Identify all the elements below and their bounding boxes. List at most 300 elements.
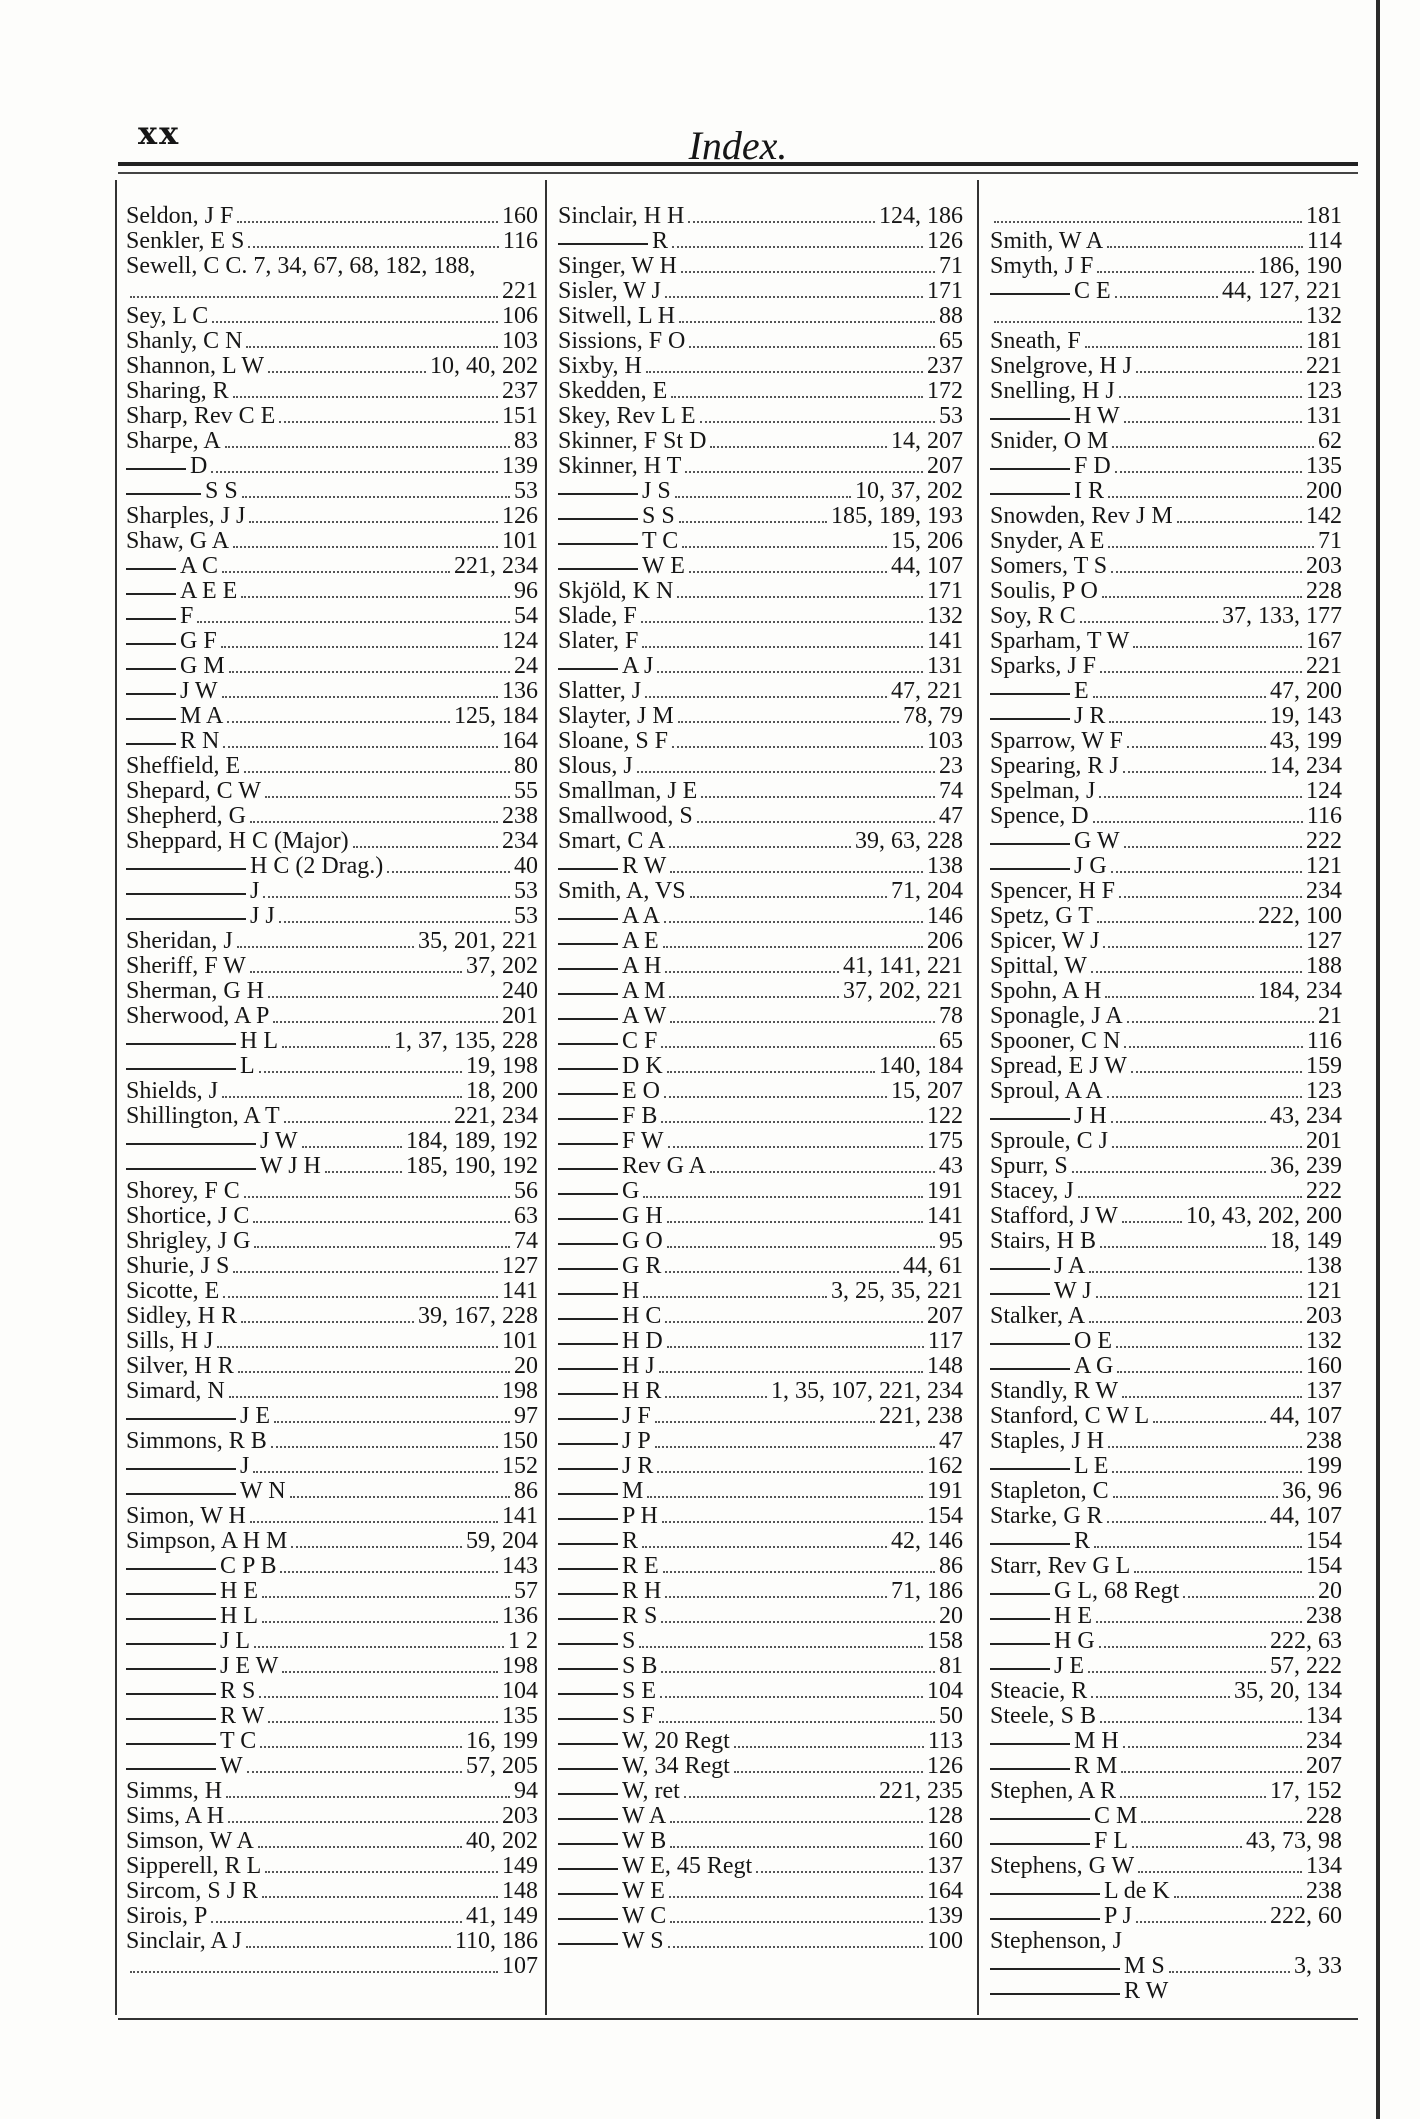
entry-pages: 123 — [1306, 379, 1342, 404]
leader-dots — [1091, 971, 1302, 973]
ditto-dash — [126, 1618, 216, 1620]
index-entry — [990, 1354, 1342, 1379]
leader-dots — [1097, 271, 1254, 273]
entry-name: G R — [622, 1254, 662, 1279]
entry-pages: 126 — [927, 1754, 963, 1779]
ditto-dash — [126, 893, 246, 895]
entry-name: Stalker, A — [990, 1304, 1086, 1329]
leader-dots — [265, 1871, 498, 1873]
ditto-dash — [126, 668, 176, 670]
leader-dots — [690, 896, 887, 898]
entry-pages: 56 — [514, 1179, 538, 1204]
column-divider-1 — [545, 180, 547, 2015]
entry-name: Slatter, J — [558, 679, 642, 704]
ditto-dash — [558, 1293, 618, 1295]
leader-dots — [280, 1571, 498, 1573]
leader-dots — [226, 1796, 510, 1798]
ditto-dash — [558, 568, 638, 570]
entry-name: Spicer, W J — [990, 929, 1100, 954]
entry-name: G M — [180, 654, 225, 679]
entry-pages: 135 — [502, 1704, 538, 1729]
entry-name: C M — [1094, 1804, 1138, 1829]
entry-name: Snelling, H J — [990, 379, 1115, 404]
entry-pages: 86 — [514, 1479, 538, 1504]
leader-dots — [212, 321, 498, 323]
leader-dots — [756, 1871, 923, 1873]
entry-pages: 138 — [1306, 1254, 1342, 1279]
leader-dots — [734, 1746, 924, 1748]
index-entry — [558, 479, 963, 504]
index-entry — [990, 479, 1342, 504]
entry-pages: 136 — [502, 1604, 538, 1629]
entry-name: R W — [622, 854, 667, 879]
entry-name: Soulis, P O — [990, 579, 1098, 604]
index-entry — [990, 429, 1342, 454]
index-entry — [558, 1454, 963, 1479]
leader-dots — [233, 1271, 498, 1273]
index-entry — [558, 1554, 963, 1579]
entry-pages: 37, 202, 221 — [843, 979, 963, 1004]
leader-dots — [659, 1371, 923, 1373]
entry-pages: 65 — [939, 329, 963, 354]
entry-name: A E E — [180, 579, 238, 604]
entry-name: G L, 68 Regt — [1054, 1579, 1180, 1604]
ditto-dash — [126, 468, 186, 470]
index-entry — [558, 329, 963, 354]
leader-dots — [254, 1646, 504, 1648]
index-entry — [126, 1204, 538, 1229]
entry-pages: 238 — [1306, 1429, 1342, 1454]
entry-pages: 57, 205 — [466, 1754, 538, 1779]
leader-dots — [253, 1221, 510, 1223]
leader-dots — [679, 321, 935, 323]
entry-name: W, ret — [622, 1779, 680, 1804]
index-entry — [126, 1004, 538, 1029]
index-entry — [126, 504, 538, 529]
index-entry — [558, 1104, 963, 1129]
entry-pages: 222 — [1306, 829, 1342, 854]
index-entry — [990, 704, 1342, 729]
index-entry — [126, 729, 538, 754]
entry-pages: 23 — [939, 754, 963, 779]
leader-dots — [1100, 1721, 1302, 1723]
index-entry — [126, 479, 538, 504]
leader-dots — [1138, 1871, 1302, 1873]
entry-name: Sherwood, A P — [126, 1004, 270, 1029]
entry-pages: 222, 63 — [1270, 1629, 1342, 1654]
leader-dots — [247, 1771, 462, 1773]
leader-dots — [662, 1521, 923, 1523]
entry-name: Snider, O M — [990, 429, 1109, 454]
entry-name: Simpson, A H M — [126, 1529, 288, 1554]
ditto-dash — [990, 468, 1070, 470]
leader-dots — [1094, 1546, 1302, 1548]
entry-name: R S — [622, 1604, 658, 1629]
entry-pages: 54 — [514, 604, 538, 629]
entry-name: J A — [1054, 1254, 1086, 1279]
entry-pages: 106 — [502, 304, 538, 329]
leader-dots — [260, 1746, 462, 1748]
ditto-dash — [558, 1518, 618, 1520]
entry-name: Shanly, C N — [126, 329, 243, 354]
index-entry — [558, 1529, 963, 1554]
leader-dots — [1107, 1096, 1302, 1098]
leader-dots — [279, 921, 510, 923]
entry-name: M — [622, 1479, 644, 1504]
entry-name: Sparrow, W F — [990, 729, 1123, 754]
leader-dots — [669, 846, 851, 848]
leader-dots — [670, 1821, 923, 1823]
entry-name: Stafford, J W — [990, 1204, 1118, 1229]
entry-pages: 41, 149 — [466, 1904, 538, 1929]
ditto-dash — [558, 1893, 618, 1895]
index-entry — [558, 1904, 963, 1929]
leader-dots — [211, 471, 498, 473]
entry-pages: 59, 204 — [466, 1529, 538, 1554]
entry-pages: 71 — [939, 254, 963, 279]
index-entry — [990, 1304, 1342, 1329]
index-entry — [558, 229, 963, 254]
leader-dots — [734, 1771, 923, 1773]
entry-name: Soy, R C — [990, 604, 1076, 629]
entry-pages: 36, 239 — [1270, 1154, 1342, 1179]
entry-name: Smallwood, S — [558, 804, 693, 829]
entry-pages: 19, 143 — [1270, 704, 1342, 729]
ditto-dash — [126, 1568, 216, 1570]
index-entry — [558, 1179, 963, 1204]
footer-rule — [118, 2018, 1358, 2020]
entry-pages: 122 — [927, 1104, 963, 1129]
leader-dots — [661, 1621, 935, 1623]
index-entry — [990, 1679, 1342, 1704]
entry-pages: 203 — [1306, 554, 1342, 579]
entry-pages: 238 — [1306, 1879, 1342, 1904]
index-entry — [126, 704, 538, 729]
left-border — [115, 180, 117, 2015]
leader-dots — [677, 596, 923, 598]
leader-dots — [1113, 1496, 1278, 1498]
entry-name: Sherman, G H — [126, 979, 264, 1004]
leader-dots — [679, 521, 827, 523]
leader-dots — [642, 1546, 887, 1548]
ditto-dash — [990, 1743, 1070, 1745]
entry-pages: 184, 234 — [1258, 979, 1342, 1004]
ditto-dash — [558, 543, 638, 545]
entry-pages: 44, 107 — [1270, 1504, 1342, 1529]
entry-pages: 116 — [1306, 1029, 1342, 1054]
entry-name: S S — [205, 479, 238, 504]
entry-pages: 140, 184 — [879, 1054, 963, 1079]
leader-dots — [222, 1096, 462, 1098]
entry-pages: 134 — [1306, 1704, 1342, 1729]
index-entry — [126, 1129, 538, 1154]
leader-dots — [250, 971, 462, 973]
entry-pages: 113 — [927, 1729, 963, 1754]
leader-dots — [667, 1071, 875, 1073]
page-number: xx — [138, 114, 181, 152]
ditto-dash — [990, 1618, 1050, 1620]
entry-name: Slous, J — [558, 754, 633, 779]
entry-name: Sewell, C C. 7, 34, 67, 68, 182, 188, — [126, 254, 476, 279]
entry-pages: 43, 73, 98 — [1246, 1829, 1342, 1854]
entry-pages: 121 — [1306, 1279, 1342, 1304]
entry-pages: 41, 141, 221 — [843, 954, 963, 979]
entry-pages: 44, 127, 221 — [1222, 279, 1342, 304]
index-entry — [558, 379, 963, 404]
ditto-dash — [990, 1268, 1050, 1270]
ditto-dash — [558, 1743, 618, 1745]
entry-name: Shannon, L W — [126, 354, 264, 379]
index-list-3 — [990, 204, 1342, 2004]
entry-name: Smith, A, VS — [558, 879, 686, 904]
leader-dots — [265, 796, 510, 798]
entry-name: Sproule, C J — [990, 1129, 1109, 1154]
ditto-dash — [558, 243, 648, 245]
index-entry — [990, 579, 1342, 604]
entry-name: H D — [622, 1329, 663, 1354]
leader-dots — [667, 1246, 935, 1248]
entry-pages: 10, 37, 202 — [855, 479, 963, 504]
index-entry — [558, 1879, 963, 1904]
entry-pages: 181 — [1306, 204, 1342, 229]
index-entry — [558, 1304, 963, 1329]
ditto-dash — [990, 1468, 1070, 1470]
entry-pages: 185, 189, 193 — [831, 504, 963, 529]
leader-dots — [250, 821, 498, 823]
index-entry — [126, 954, 538, 979]
entry-name: Snelgrove, H J — [990, 354, 1132, 379]
entry-name: Snyder, A E — [990, 529, 1105, 554]
index-entry — [990, 1579, 1342, 1604]
ditto-dash — [126, 693, 176, 695]
leader-dots — [1078, 1196, 1302, 1198]
entry-pages: 221, 235 — [879, 1779, 963, 1804]
entry-name: J R — [1074, 704, 1106, 729]
entry-pages: 101 — [502, 1329, 538, 1354]
leader-dots — [274, 1421, 510, 1423]
ditto-dash — [126, 1418, 236, 1420]
entry-name: Skey, Rev L E — [558, 404, 696, 429]
leader-dots — [1091, 1696, 1230, 1698]
entry-name: H G — [1054, 1629, 1095, 1654]
leader-dots — [262, 1596, 510, 1598]
leader-dots — [701, 796, 935, 798]
leader-dots — [710, 1171, 935, 1173]
ditto-dash — [558, 518, 638, 520]
index-list-1 — [126, 204, 538, 1979]
entry-name: W A — [622, 1804, 667, 1829]
index-entry — [990, 1429, 1342, 1454]
index-entry — [126, 1679, 538, 1704]
leader-dots — [697, 821, 935, 823]
leader-dots — [262, 1896, 498, 1898]
index-entry — [990, 1854, 1342, 1879]
entry-pages: 171 — [927, 579, 963, 604]
index-entry — [990, 204, 1342, 229]
entry-pages: 127 — [502, 1254, 538, 1279]
index-entry — [990, 629, 1342, 654]
entry-pages: 40, 202 — [466, 1829, 538, 1854]
index-entry — [126, 904, 538, 929]
ditto-dash — [126, 718, 176, 720]
entry-name: Sparham, T W — [990, 629, 1130, 654]
ditto-dash — [990, 1343, 1070, 1345]
entry-name: Stephenson, J — [990, 1929, 1122, 1954]
index-entry — [126, 304, 538, 329]
entry-pages: 15, 207 — [891, 1079, 963, 1104]
entry-name: H E — [220, 1579, 258, 1604]
index-entry — [990, 1804, 1342, 1829]
entry-pages: 53 — [939, 404, 963, 429]
index-entry — [558, 629, 963, 654]
ditto-dash — [558, 1418, 618, 1420]
index-entry — [990, 979, 1342, 1004]
header-rule-thin — [118, 172, 1358, 174]
entry-pages: 96 — [514, 579, 538, 604]
entry-pages: 164 — [927, 1879, 963, 1904]
entry-name: A J — [622, 654, 654, 679]
index-entry — [990, 1829, 1342, 1854]
index-entry — [558, 454, 963, 479]
entry-pages: 160 — [1306, 1354, 1342, 1379]
index-entry — [558, 1804, 963, 1829]
entry-pages: 139 — [502, 454, 538, 479]
entry-pages: 198 — [502, 1654, 538, 1679]
index-entry — [990, 1904, 1342, 1929]
index-entry — [558, 1354, 963, 1379]
leader-dots — [665, 1596, 887, 1598]
entry-pages: 221, 234 — [454, 554, 538, 579]
index-entry — [990, 779, 1342, 804]
entry-name: Sneath, F — [990, 329, 1081, 354]
leader-dots — [228, 1821, 498, 1823]
ditto-dash — [990, 1818, 1090, 1820]
entry-name: J R — [622, 1454, 654, 1479]
leader-dots — [642, 646, 923, 648]
index-entry — [126, 1304, 538, 1329]
leader-dots — [1100, 1246, 1266, 1248]
entry-name: H J — [622, 1354, 655, 1379]
index-entry — [990, 1479, 1342, 1504]
entry-pages: 104 — [502, 1679, 538, 1704]
leader-dots — [222, 696, 498, 698]
entry-name: Steele, S B — [990, 1704, 1096, 1729]
leader-dots — [659, 1721, 935, 1723]
index-entry — [126, 1179, 538, 1204]
leader-dots — [1174, 1896, 1302, 1898]
entry-name: Smith, W A — [990, 229, 1104, 254]
entry-name: J E — [1054, 1654, 1084, 1679]
entry-pages: 10, 43, 202, 200 — [1186, 1204, 1342, 1229]
index-entry — [126, 1829, 538, 1854]
entry-name: G — [622, 1179, 640, 1204]
entry-name: R — [1074, 1529, 1091, 1554]
entry-name: Stanford, C W L — [990, 1404, 1150, 1429]
index-entry — [990, 829, 1342, 854]
entry-pages: 154 — [927, 1504, 963, 1529]
leader-dots — [665, 1321, 923, 1323]
index-entry — [558, 1279, 963, 1304]
index-entry — [126, 1454, 538, 1479]
entry-name: Sheppard, H C (Major) — [126, 829, 349, 854]
index-entry — [558, 1429, 963, 1454]
entry-pages: 131 — [927, 654, 963, 679]
entry-name: Sisler, W J — [558, 279, 661, 304]
ditto-dash — [126, 1693, 216, 1695]
leader-dots — [237, 946, 414, 948]
index-entry — [126, 354, 538, 379]
entry-pages: 185, 190, 192 — [406, 1154, 538, 1179]
leader-dots — [645, 696, 887, 698]
ditto-dash — [558, 1118, 618, 1120]
ditto-dash — [558, 1343, 618, 1345]
entry-name: Sharp, Rev C E — [126, 404, 276, 429]
index-entry — [990, 1129, 1342, 1154]
index-entry — [990, 1629, 1342, 1654]
index-entry — [126, 379, 538, 404]
leader-dots — [670, 1846, 923, 1848]
entry-name: Skedden, E — [558, 379, 668, 404]
ditto-dash — [990, 718, 1070, 720]
entry-pages: 47 — [939, 804, 963, 829]
entry-pages: 71, 204 — [891, 879, 963, 904]
ditto-dash — [990, 843, 1070, 845]
entry-pages: 104 — [927, 1679, 963, 1704]
index-entry — [126, 929, 538, 954]
entry-name: Sheriff, F W — [126, 954, 246, 979]
ditto-dash — [558, 1643, 618, 1645]
index-entry — [990, 854, 1342, 879]
leader-dots — [1072, 1171, 1266, 1173]
entry-name: A M — [622, 979, 666, 1004]
entry-name: J W — [260, 1129, 298, 1154]
leader-dots — [1123, 771, 1266, 773]
index-entry — [990, 1729, 1342, 1754]
entry-name: M H — [1074, 1729, 1119, 1754]
entry-pages: 19, 198 — [466, 1054, 538, 1079]
entry-pages: 138 — [927, 854, 963, 879]
leader-dots — [211, 1921, 462, 1923]
ditto-dash — [990, 1968, 1120, 1970]
ditto-dash — [990, 1293, 1050, 1295]
entry-name: R S — [220, 1679, 256, 1704]
entry-name: Shields, J — [126, 1079, 219, 1104]
leader-dots — [994, 321, 1302, 323]
entry-pages: 71 — [1318, 529, 1342, 554]
leader-dots — [238, 1371, 510, 1373]
entry-name: Simson, W A — [126, 1829, 254, 1854]
leader-dots — [689, 571, 887, 573]
index-entry — [990, 1554, 1342, 1579]
entry-name: W, 34 Regt — [622, 1754, 730, 1779]
entry-pages: 14, 207 — [891, 429, 963, 454]
index-entry — [126, 1429, 538, 1454]
index-entry — [990, 904, 1342, 929]
ditto-dash — [126, 1043, 236, 1045]
leader-dots — [1102, 596, 1302, 598]
leader-dots — [268, 371, 426, 373]
entry-name: F L — [1094, 1829, 1129, 1854]
index-entry — [990, 354, 1342, 379]
entry-pages: 71, 186 — [891, 1579, 963, 1604]
entry-name: Senkler, E S — [126, 229, 245, 254]
entry-pages: 151 — [502, 404, 538, 429]
leader-dots — [1108, 496, 1302, 498]
entry-name: W N — [240, 1479, 286, 1504]
entry-name: S E — [622, 1679, 657, 1704]
entry-pages: 222, 100 — [1258, 904, 1342, 929]
index-entry — [990, 1879, 1342, 1904]
